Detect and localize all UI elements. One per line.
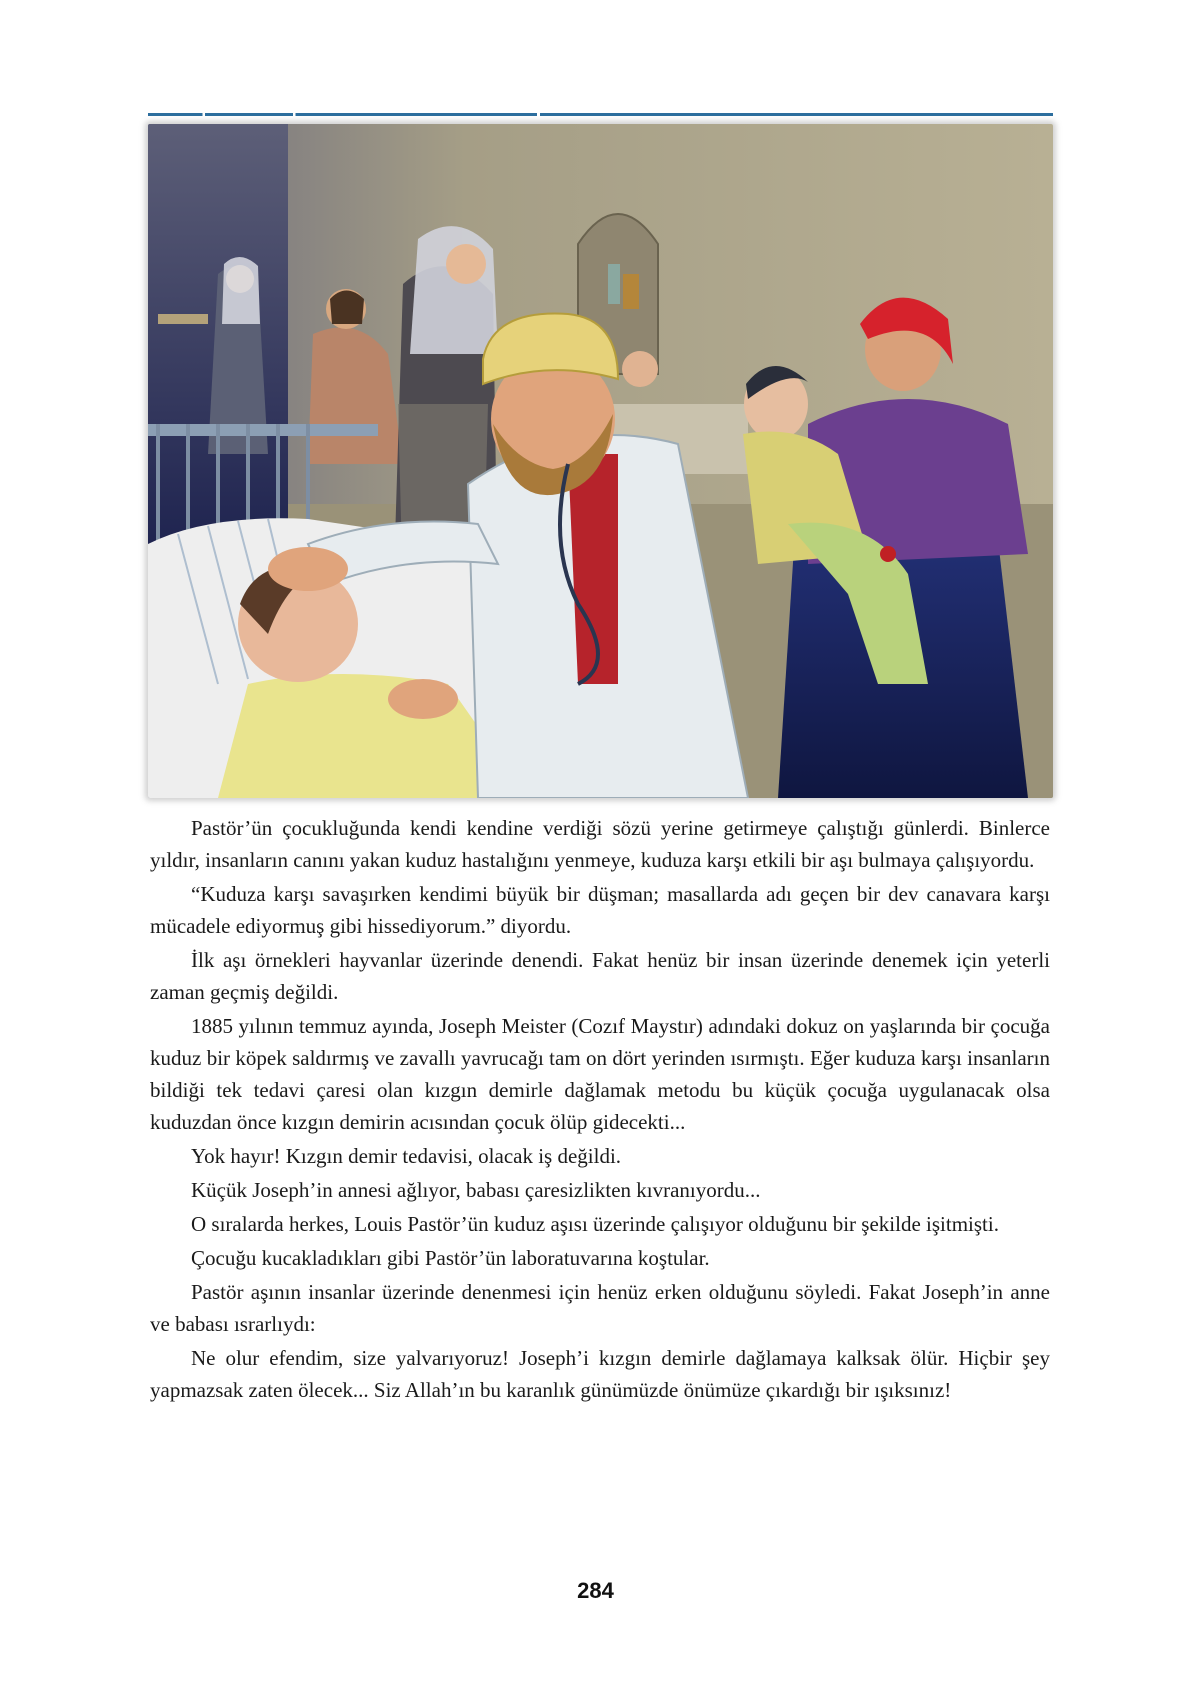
top-decorative-rule bbox=[148, 113, 1053, 116]
paragraph: O sıralarda herkes, Louis Pastör’ün kuduz aşısı üzerinde çalışıyor olduğunu bir şekilde işitmişti. bbox=[191, 1212, 999, 1236]
paragraph: Yok hayır! Kızgın demir tedavisi, olacak iş değildi. bbox=[191, 1144, 622, 1168]
hospital-scene-drawing bbox=[148, 124, 1053, 798]
paragraph: 1885 yılının temmuz ayında, Joseph Meister (Cozıf Maystır) adındaki dokuz on yaşlarında bir çocuğa kuduz bir köpek saldırmış ve zavallı yavrucağı tam on dört yerinden ısırmıştı. Eğer kuduza karşı insanların bildiği tek tedavi çaresi olan kızgın demirle dağlamak metodu bu küçük çocuğa uygulanacak olsa kuduzdan önce kızgın demirin acısından çocuk ölüp gidecekti... bbox=[150, 1014, 1050, 1134]
illustration bbox=[148, 124, 1053, 798]
bottle bbox=[623, 274, 639, 309]
paragraph: Küçük Joseph’in annesi ağlıyor, babası çaresizlikten kıvranıyordu... bbox=[191, 1178, 761, 1202]
tray bbox=[158, 314, 208, 324]
bite-wound bbox=[880, 546, 896, 562]
paragraph: Ne olur efendim, size yalvarıyoruz! Joseph’i kızgın demirle dağlamaya kalksak ölür. Hiçbir şey yapmazsak zaten ölecek... Siz Allah’ın bu karanlık günümüzde önümüze çıkardığı bir ışıksınız! bbox=[150, 1346, 1050, 1402]
page-number: 284 bbox=[577, 1578, 614, 1603]
paragraph: Çocuğu kucakladıkları gibi Pastör’ün laboratuvarına koştular. bbox=[191, 1246, 710, 1270]
paragraph: İlk aşı örnekleri hayvanlar üzerinde denendi. Fakat henüz bir insan üzerinde denemek için yeterli zaman geçmiş değildi. bbox=[150, 948, 1050, 1004]
story-text bbox=[150, 812, 1050, 1408]
paragraph: Pastör’ün çocukluğunda kendi kendine verdiği sözü yerine getirmeye çalıştığı günlerdi. Binlerce yıldır, insanların canını yakan kuduz hastalığını yenmeye, kuduza karşı etkili bir aşı bulmaya çalışıyordu. bbox=[150, 816, 1050, 872]
paragraph: “Kuduza karşı savaşırken kendimi büyük bir düşman; masallarda adı geçen bir dev canavara karşı mücadele ediyormuş gibi hissediyorum.” diyordu. bbox=[150, 882, 1050, 938]
bed-frame bbox=[148, 424, 378, 436]
bottle bbox=[608, 264, 620, 304]
paragraph: Pastör aşının insanlar üzerinde denenmesi için henüz erken olduğunu söyledi. Fakat Joseph’in anne ve babası ısrarlıydı: bbox=[150, 1280, 1050, 1336]
